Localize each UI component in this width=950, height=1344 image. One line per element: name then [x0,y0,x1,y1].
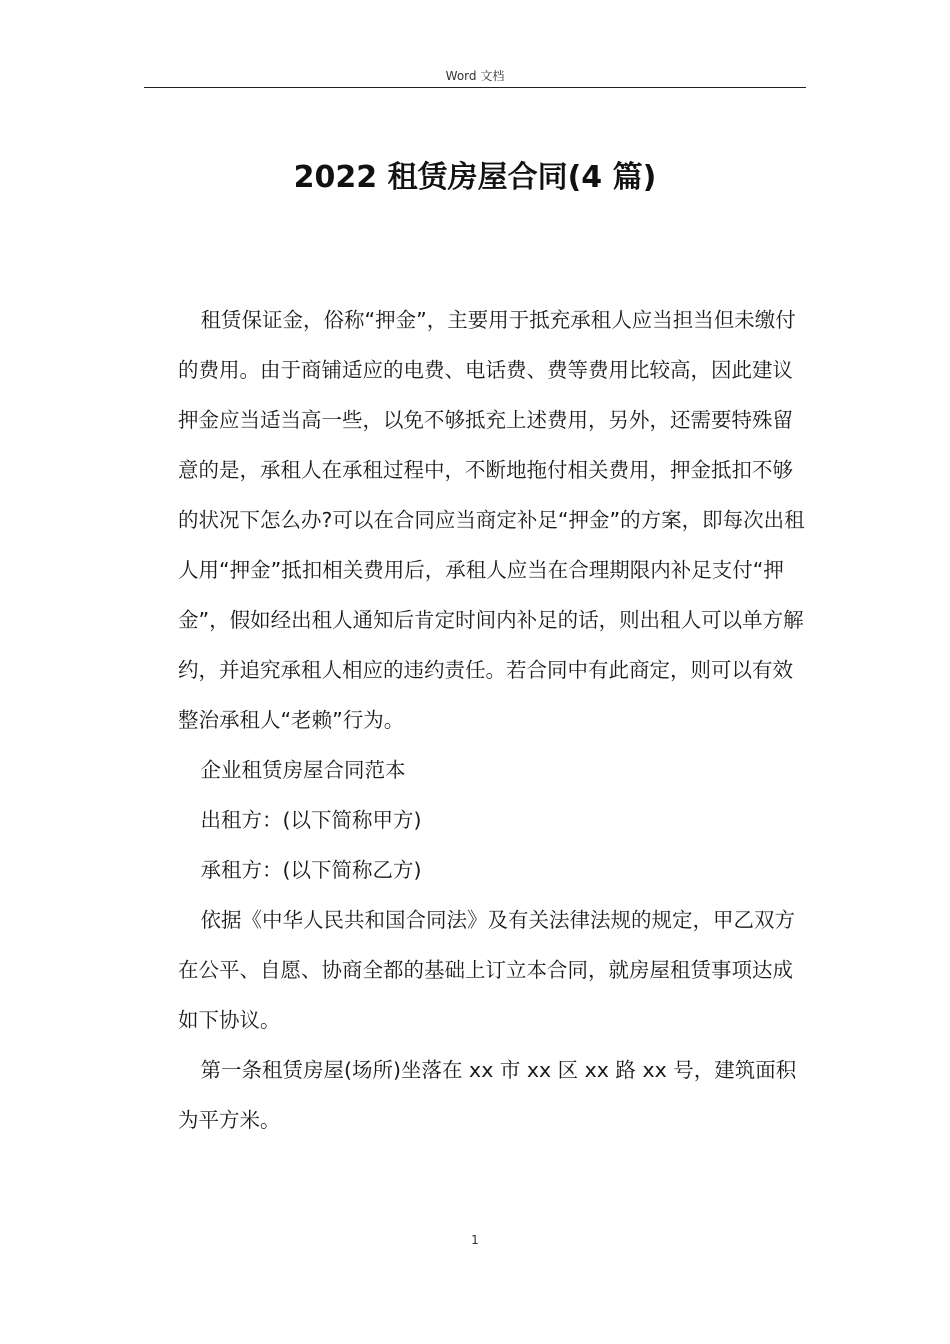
paragraph-lessor: 出租方：(以下简称甲方) [200,808,422,832]
paragraph-lessee: 承租方：(以下简称乙方) [200,858,422,882]
document-title: 2022 租赁房屋合同(4 篇) [293,160,657,195]
paragraph-contract-template-heading: 企业租赁房屋合同范本 [200,758,406,782]
paragraph-legal-basis: 依据《中华人民共和国合同法》及有关法律法规的规定，甲乙双方在公平、自愿、协商全都的基础上订立本合同，就房屋租赁事项达成如下协议。 [178,908,796,1032]
header-divider [144,87,806,88]
document-body [178,295,808,1145]
page-number: 1 [471,1233,479,1247]
paragraph-deposit: 租赁保证金，俗称“押金”，主要用于抵充承租人应当担当但未缴付的费用。由于商铺适应的电费、电话费、费等费用比较高，因此建议押金应当适当高一些，以免不够抵充上述费用，另外，还需要特殊留意的是，承租人在承租过程中，不断地拖付相关费用，押金抵扣不够的状况下怎么办?可以在合同应当商定补足“押金”的方案，即每次出租人用“押金”抵扣相关费用后，承租人应当在合理期限内补足支付“押金”，假如经出租人通知后肯定时间内补足的话，则出租人可以单方解约，并追究承租人相应的违约责任。若合同中有此商定，则可以有效整治承租人“老赖”行为。 [178,308,805,732]
paragraph-article-one: 第一条租赁房屋(场所)坐落在 xx 市 xx 区 xx 路 xx 号，建筑面积为平方米。 [178,1058,797,1132]
header-label: Word 文档 [445,69,505,83]
